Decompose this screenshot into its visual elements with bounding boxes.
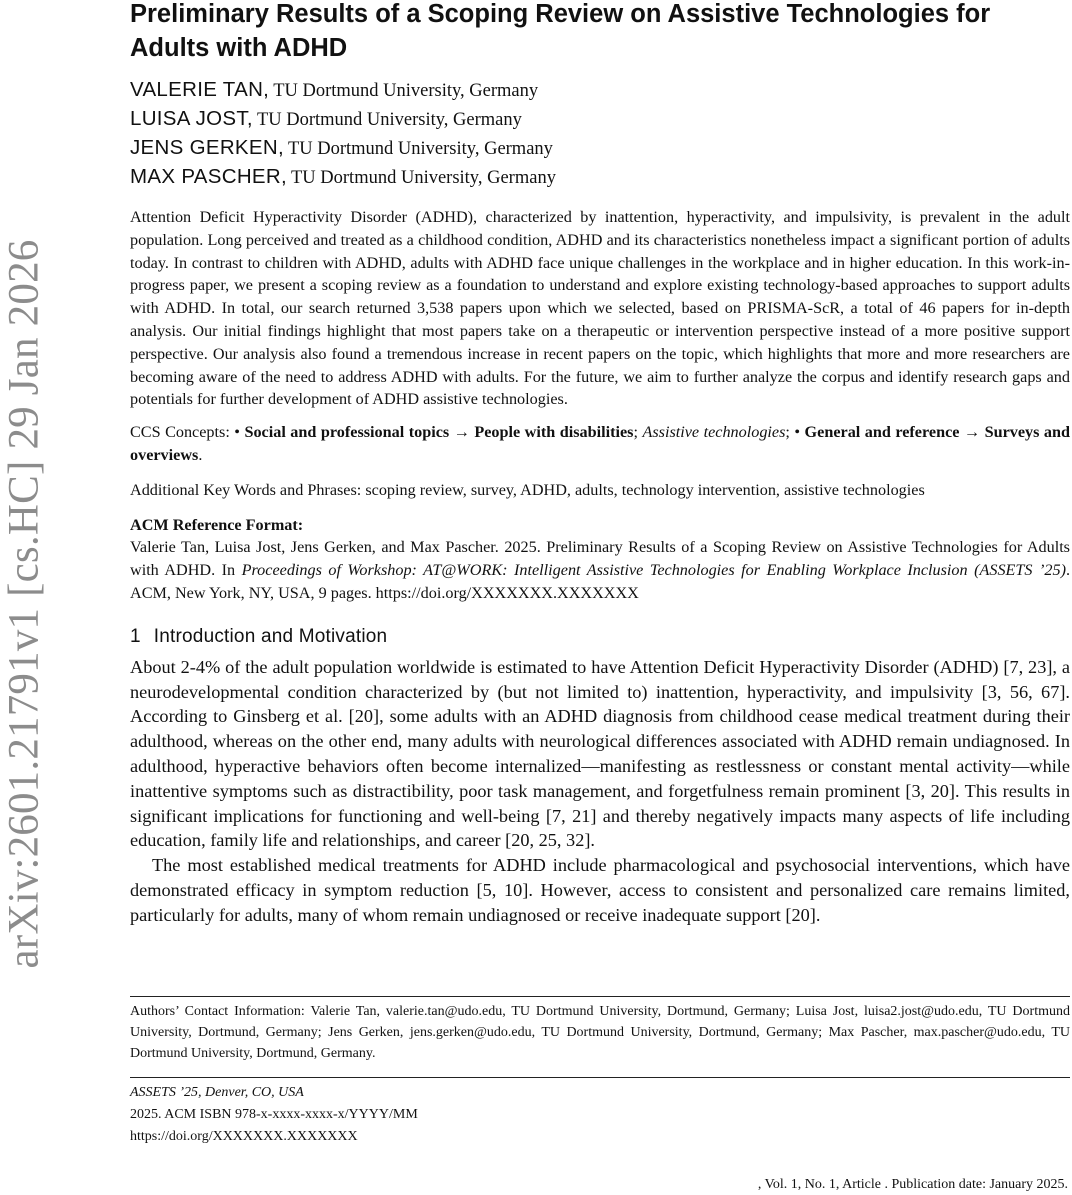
author-affiliation: TU Dortmund University, Germany bbox=[273, 81, 539, 101]
ccs-concept: General and reference → Surveys and overviews bbox=[130, 423, 1071, 464]
ccs-concept: Social and professional topics → People with disabilities bbox=[244, 423, 634, 442]
paper-title: Preliminary Results of a Scoping Review on Assistive Technologies for Adults with ADHD bbox=[130, 0, 991, 62]
author-name: VALERIE TAN, bbox=[130, 78, 270, 101]
reference-part: . ACM, New York, NY, USA, 9 pages. https://doi.org/XXXXXXX.XXXXXXX bbox=[130, 561, 1071, 602]
author-affiliation: TU Dortmund University, Germany bbox=[291, 168, 556, 188]
section-title: Introduction and Motivation bbox=[153, 625, 388, 647]
ccs-end: . bbox=[198, 445, 203, 464]
ccs-separator: ; bbox=[633, 423, 638, 442]
body-paragraph: About 2-4% of the adult population worldwide is estimated to have Attention Deficit Hyperactivity Disorder (ADHD) [7, 23], a neurodevelopmental condition characterized by (but not limited to) inattention, hyperactivity, and impulsivity [3, 56, 67]. According to Ginsberg et al. [20], some adults with an ADHD diagnosis from childhood cease medical treatment during their adulthood, whereas on the other end, many adults with neurological differences associated with ADHD remain undiagnosed. In adulthood, hyperactive behaviors often become internalized—manifesting as restlessness or constant mental activity—while inattentive symptoms such as distractibility, poor task management, and forgetfulness remain prominent [3, 20]. This results in significant implications for functioning and well-being [7, 21] and thereby negatively impacts many aspects of life including education, family life and relationships, and career [20, 25, 32]. bbox=[130, 656, 1070, 851]
publication-meta bbox=[130, 1082, 418, 1148]
ccs-label: CCS Concepts: • bbox=[130, 423, 240, 442]
author-affiliation: TU Dortmund University, Germany bbox=[256, 110, 522, 130]
abstract: Attention Deficit Hyperactivity Disorder (ADHD), characterized by inattention, hyperactivity, and impulsivity, is prevalent in the adult population. Long perceived and treated as a childhood condition, ADHD and its characteristics nonetheless impact a significant portion of adults today. In contrast to children with ADHD, adults with ADHD face unique challenges in the workplace and in higher education. In this work-in-progress paper, we present a scoping review as a foundation to understand and explore existing technology-based approaches to support adults with ADHD. In total, our search returned 3,538 papers upon which we selected, based on PRISMA-ScR, a total of 46 papers for in-depth analysis. Our initial findings highlight that most papers take on a therapeutic or intervention perspective instead of a more positive support perspective. Our analysis also found a tremendous increase in recent papers on the topic, which highlights that more and more researchers are becoming aware of the need to address ADHD with adults. For the future, we aim to further analyze the corpus and identify research gaps and potentials for further development of ADHD assistive technologies. bbox=[130, 208, 1070, 409]
section-heading bbox=[130, 624, 1070, 650]
author-name: MAX PASCHER, bbox=[130, 165, 287, 188]
author-entry bbox=[130, 133, 1070, 162]
author-entry bbox=[130, 75, 1070, 104]
body-paragraph: The most established medical treatments for ADHD include pharmacological and psychosocial interventions, which have demonstrated efficacy in symptom reduction [5, 10]. However, access to consistent and personalized care remains limited, particularly for adults, many of whom remain undiagnosed or receive inadequate support [20]. bbox=[130, 855, 1070, 925]
ccs-concept: Assistive technologies bbox=[642, 423, 786, 442]
section-number: 1 bbox=[130, 625, 141, 647]
author-name: LUISA JOST, bbox=[130, 107, 253, 130]
reference-part: Valerie Tan, Luisa Jost, Jens Gerken, and Max Pascher. 2025. Preliminary Results of a Scoping Review on Assistive Technologies for Adults with ADHD. In bbox=[130, 538, 1070, 580]
acm-reference-format bbox=[130, 514, 1070, 605]
author-list bbox=[130, 75, 1070, 191]
author-affiliation: TU Dortmund University, Germany bbox=[287, 139, 553, 159]
doi-link[interactable]: https://doi.org/XXXXXXX.XXXXXXX bbox=[130, 1129, 358, 1144]
ccs-concepts bbox=[130, 421, 1070, 467]
paper-page bbox=[130, 0, 1070, 928]
isbn: 2025. ACM ISBN 978-x-xxxx-xxxx-x/YYYY/MM bbox=[130, 1107, 418, 1122]
arxiv-identifier: arXiv:2601.21791v1 [cs.HC] 29 Jan 2026 bbox=[0, 239, 48, 969]
publication-date-line: , Vol. 1, No. 1, Article . Publication date: January 2025. bbox=[757, 1177, 1068, 1192]
ccs-separator: ; • bbox=[785, 423, 801, 442]
keywords: Additional Key Words and Phrases: scoping review, survey, ADHD, adults, technology intervention, assistive technologies bbox=[130, 480, 925, 499]
section-body bbox=[130, 655, 1070, 928]
author-name: JENS GERKEN, bbox=[130, 136, 284, 159]
reference-proceedings: Proceedings of Workshop: AT@WORK: Intelligent Assistive Technologies for Enabling Workplace Inclusion (ASSETS ’25) bbox=[241, 561, 1066, 580]
author-entry bbox=[130, 162, 1070, 191]
author-entry bbox=[130, 104, 1070, 133]
author-contact-info: Authors’ Contact Information: Valerie Tan, valerie.tan@udo.edu, TU Dortmund University, Dortmund, Germany; Luisa Jost, luisa2.jost@udo.edu, TU Dortmund University, Dortmund, Germany; Jens Gerken, jens.gerken@udo.edu, TU Dortmund University, Dortmund, Germany; Max Pascher, max.pascher@udo.edu, TU Dortmund University, Dortmund, Germany. bbox=[130, 1004, 1070, 1061]
footnote-divider bbox=[130, 996, 1070, 997]
meta-divider bbox=[130, 1077, 1070, 1078]
reference-text bbox=[130, 536, 1070, 604]
venue: ASSETS ’25, Denver, CO, USA bbox=[130, 1085, 304, 1100]
reference-heading: ACM Reference Format: bbox=[130, 515, 304, 534]
